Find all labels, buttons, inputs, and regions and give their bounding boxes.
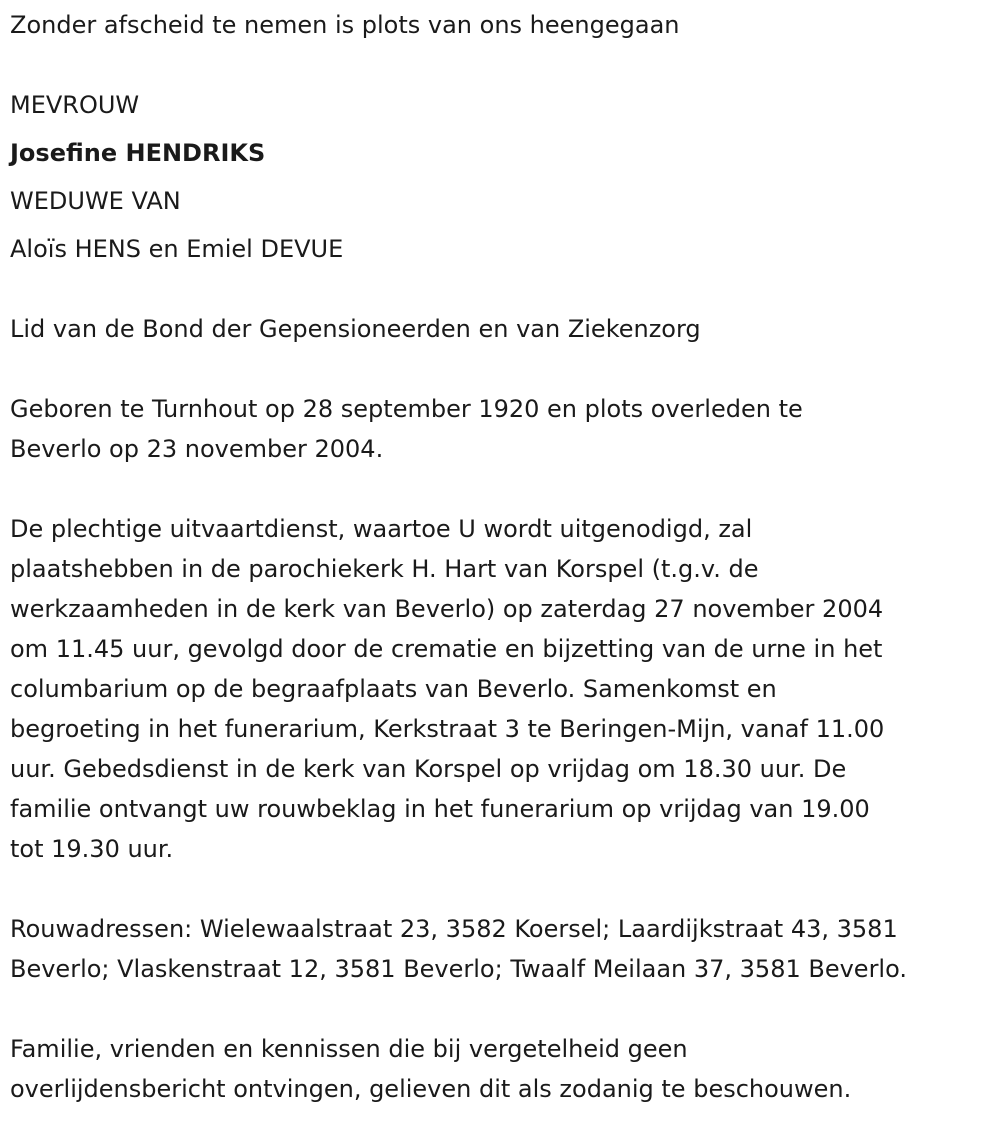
deceased-header bbox=[10, 81, 1000, 273]
addresses-paragraph bbox=[10, 909, 1000, 989]
membership-text: Lid van de Bond der Gepensioneerden en van Ziekenzorg bbox=[10, 315, 701, 343]
paragraph-line: De plechtige uitvaartdienst, waartoe U wordt uitgenodigd, zal bbox=[10, 515, 753, 543]
birth-death-paragraph bbox=[10, 389, 1000, 469]
closing-paragraph bbox=[10, 1029, 1000, 1109]
paragraph-line: Beverlo; Vlaskenstraat 12, 3581 Beverlo; Twaalf Meilaan 37, 3581 Beverlo. bbox=[10, 955, 907, 983]
title-prefix: MEVROUW bbox=[10, 91, 140, 119]
spouses-names: Aloïs HENS en Emiel DEVUE bbox=[10, 235, 344, 263]
deceased-name: Josefine HENDRIKS bbox=[10, 139, 266, 167]
paragraph-line: columbarium op de begraafplaats van Beverlo. Samenkomst en bbox=[10, 675, 777, 703]
paragraph-line: Rouwadressen: Wielewaalstraat 23, 3582 Koersel; Laardijkstraat 43, 3581 bbox=[10, 915, 898, 943]
paragraph-line: Familie, vrienden en kennissen die bij vergetelheid geen bbox=[10, 1035, 688, 1063]
widow-of-label: WEDUWE VAN bbox=[10, 187, 181, 215]
paragraph-line: tot 19.30 uur. bbox=[10, 835, 174, 863]
paragraph-line: begroeting in het funerarium, Kerkstraat 3 te Beringen-Mijn, vanaf 11.00 bbox=[10, 715, 885, 743]
intro-text: Zonder afscheid te nemen is plots van ons heengegaan bbox=[10, 11, 680, 39]
paragraph-line: om 11.45 uur, gevolgd door de crematie en bijzetting van de urne in het bbox=[10, 635, 883, 663]
paragraph-line: uur. Gebedsdienst in de kerk van Korspel op vrijdag om 18.30 uur. De bbox=[10, 755, 847, 783]
paragraph-line: werkzaamheden in de kerk van Beverlo) op zaterdag 27 november 2004 bbox=[10, 595, 884, 623]
paragraph-line: Geboren te Turnhout op 28 september 1920 en plots overleden te bbox=[10, 395, 803, 423]
paragraph-line: familie ontvangt uw rouwbeklag in het funerarium op vrijdag van 19.00 bbox=[10, 795, 870, 823]
service-paragraph bbox=[10, 509, 1000, 869]
paragraph-line: Beverlo op 23 november 2004. bbox=[10, 435, 384, 463]
paragraph-line: plaatshebben in de parochiekerk H. Hart van Korspel (t.g.v. de bbox=[10, 555, 759, 583]
paragraph-line: overlijdensbericht ontvingen, gelieven dit als zodanig te beschouwen. bbox=[10, 1075, 852, 1103]
obituary-notice bbox=[10, 5, 1000, 1109]
